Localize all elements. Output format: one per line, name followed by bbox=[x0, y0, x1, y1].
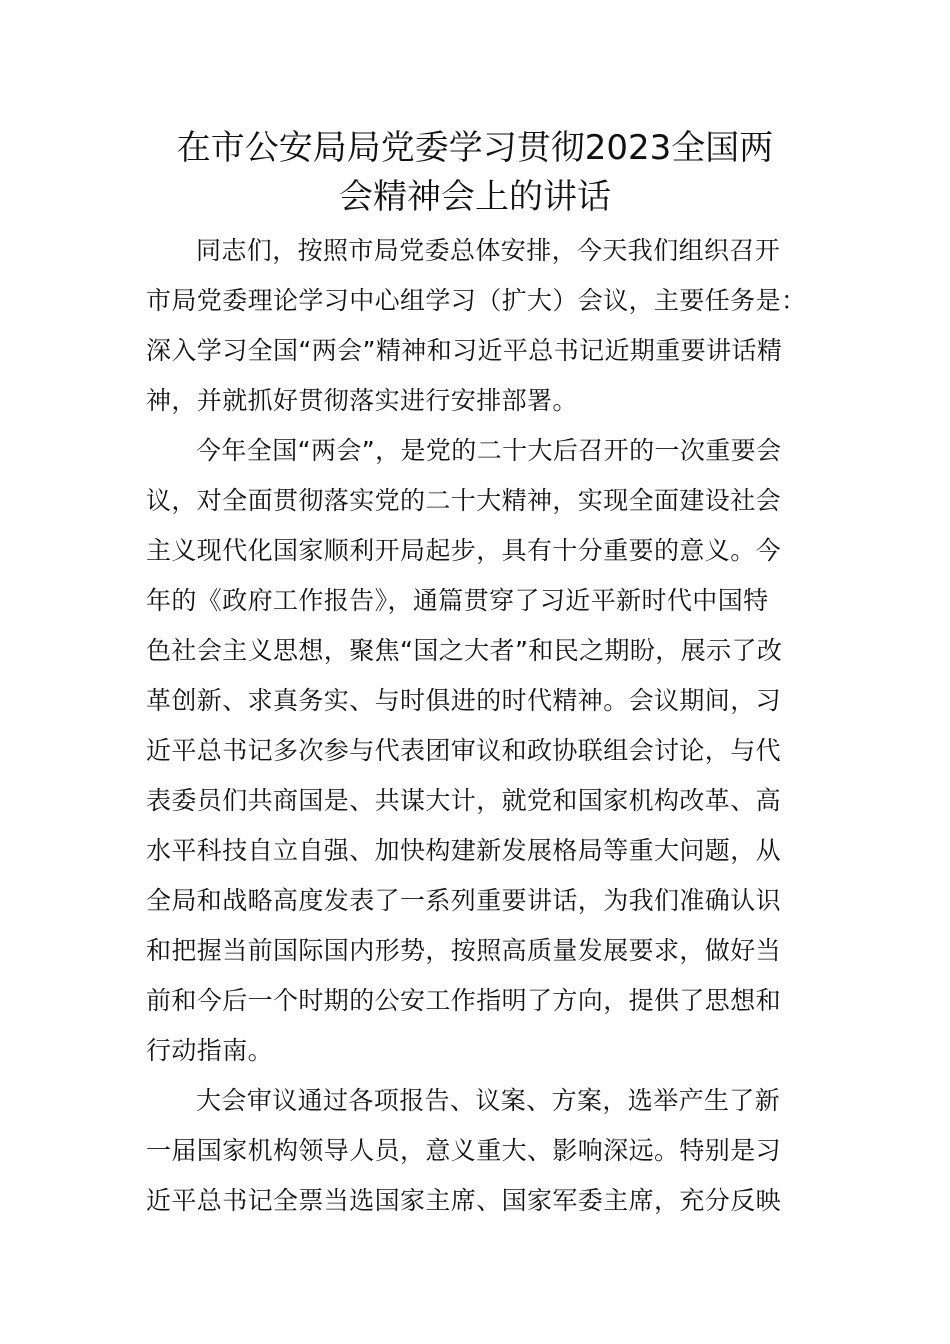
document-body bbox=[146, 226, 806, 1226]
paragraph-3-line-2: 一届国家机构领导人员，意义重大、影响深远。特别是习 bbox=[146, 1136, 782, 1165]
paragraph-3-line-3: 近平总书记全票当选国家主席、国家军委主席，充分反映 bbox=[146, 1186, 782, 1215]
title-line-2: 会精神会上的讲话 bbox=[339, 177, 611, 217]
paragraph-2-line-6: 革创新、求真务实、与时俱进的时代精神。会议期间，习 bbox=[146, 686, 782, 715]
paragraph-2-line-9: 水平科技自立自强、加快构建新发展格局等重大问题，从 bbox=[146, 836, 782, 865]
paragraph-1-line-1: 同志们，按照市局党委总体安排，今天我们组织召开 bbox=[196, 236, 781, 265]
paragraph-2-line-7: 近平总书记多次参与代表团审议和政协联组会讨论，与代 bbox=[146, 736, 782, 765]
paragraph-2-line-3: 主义现代化国家顺利开局起步，具有十分重要的意义。今 bbox=[146, 536, 782, 565]
paragraph-2-line-1: 今年全国“两会”，是党的二十大后召开的一次重要会 bbox=[196, 436, 782, 465]
paragraph-2-line-12: 前和今后一个时期的公安工作指明了方向，提供了思想和 bbox=[146, 986, 782, 1015]
paragraph-2-line-2: 议，对全面贯彻落实党的二十大精神，实现全面建设社会 bbox=[146, 486, 782, 515]
paragraph-2-line-8: 表委员们共商国是、共谋大计，就党和国家机构改革、高 bbox=[146, 786, 782, 815]
paragraph-2-line-11: 和把握当前国际国内形势，按照高质量发展要求，做好当 bbox=[146, 936, 782, 965]
paragraph-2-line-13: 行动指南。 bbox=[146, 1036, 274, 1065]
paragraph-1-line-2: 市局党委理论学习中心组学习（扩大）会议，主要任务是： bbox=[146, 286, 807, 315]
document-title bbox=[120, 124, 830, 222]
paragraph-2-line-10: 全局和战略高度发表了一系列重要讲话，为我们准确认识 bbox=[146, 886, 782, 915]
title-line-1: 在市公安局局党委学习贯彻2023全国两 bbox=[176, 128, 774, 168]
paragraph-3-line-1: 大会审议通过各项报告、议案、方案，选举产生了新 bbox=[196, 1086, 781, 1115]
paragraph-1-line-3: 深入学习全国“两会”精神和习近平总书记近期重要讲话精 bbox=[146, 336, 783, 365]
paragraph-1-line-4: 神，并就抓好贯彻落实进行安排部署。 bbox=[146, 386, 578, 415]
paragraph-2-line-5: 色社会主义思想，聚焦“国之大者”和民之期盼，展示了改 bbox=[146, 636, 783, 665]
paragraph-2-line-4: 年的《政府工作报告》，通篇贯穿了习近平新时代中国特 bbox=[146, 586, 769, 615]
